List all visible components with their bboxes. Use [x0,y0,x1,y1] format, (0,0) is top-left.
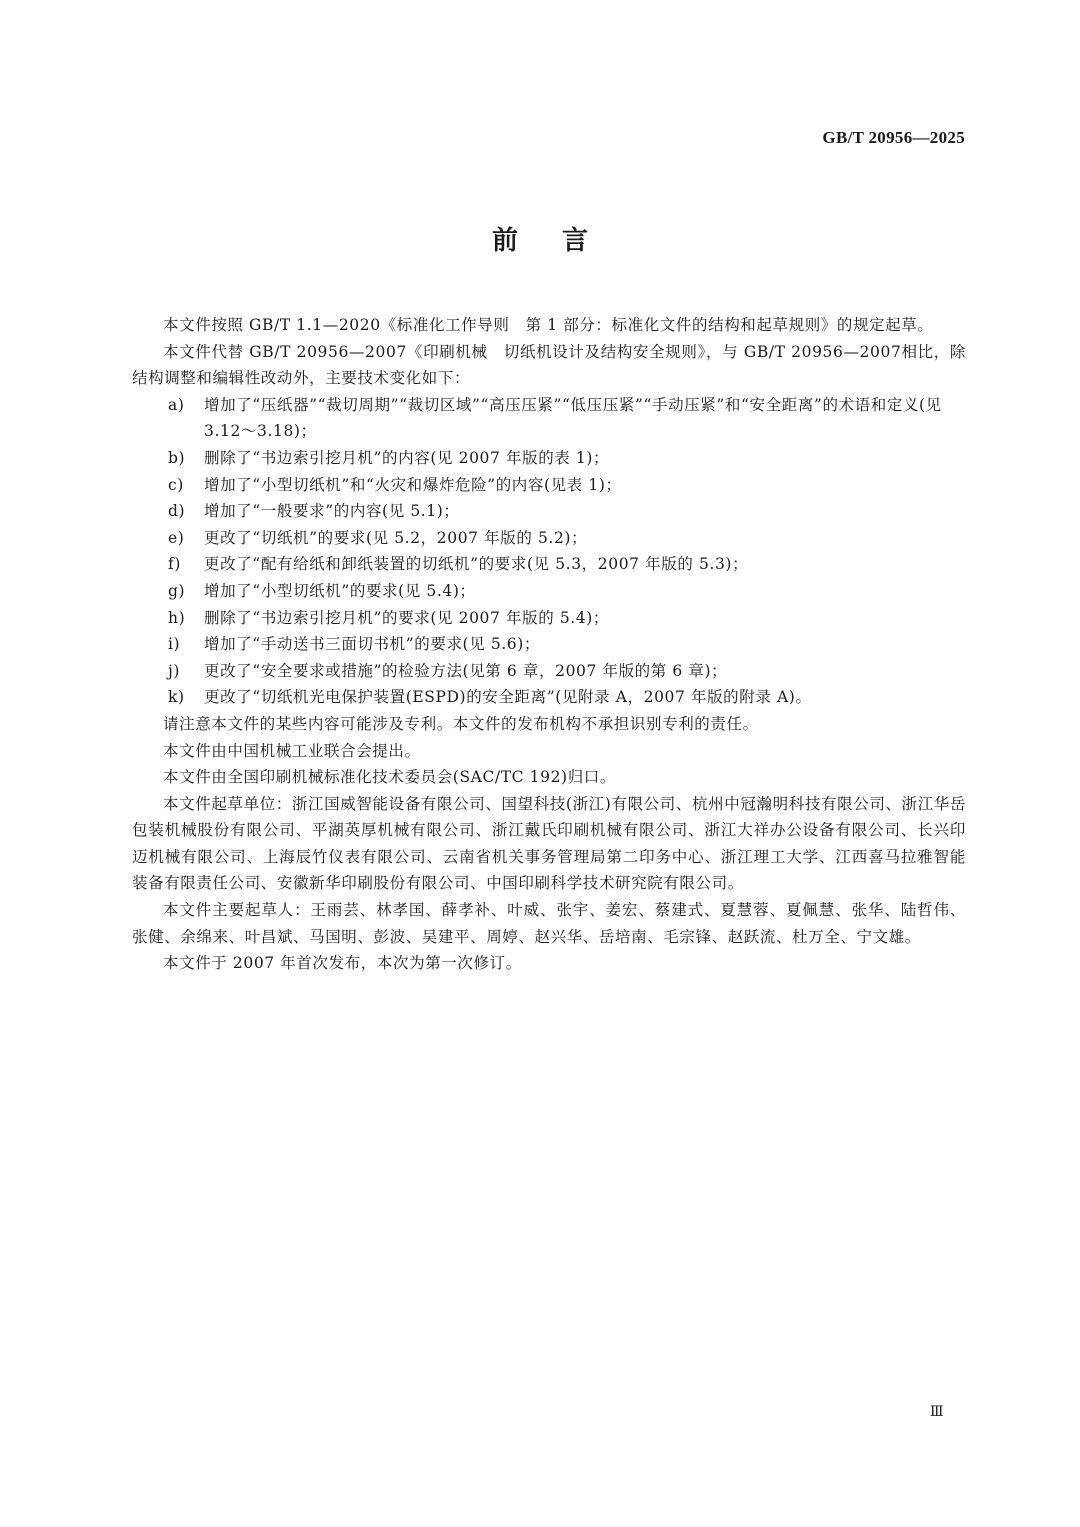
list-item [132,445,966,472]
paragraph-drafting-units: 本文件起草单位：浙江国威智能设备有限公司、国望科技(浙江)有限公司、杭州中冠瀚明科技有限公司、浙江华岳包装机械股份有限公司、平湖英厚机械有限公司、浙江戴氏印刷机械有限公司、浙江大祥办公设备有限公司、长兴印迈机械有限公司、上海辰竹仪表有限公司、云南省机关事务管理局第二印务中心、浙江理工大学、江西喜马拉雅智能装备有限责任公司、安徽新华印刷股份有限公司、中国印刷科学技术研究院有限公司。 [132,794,966,893]
list-item-text: 增加了“一般要求”的内容(见 5.1)； [204,502,460,521]
list-item-text: 增加了“压纸器”“裁切周期”“裁切区域”“高压压紧”“低压压紧”“手动压紧”和“安全距离”的术语和定义(见 3.12～3.18)； [204,395,942,441]
list-item-label: c) [168,475,184,494]
standard-code: GB/T 20956—2025 [822,128,965,147]
list-item-label: f) [168,555,181,574]
list-item-label: h) [168,608,186,627]
list-item-label: j) [168,661,181,680]
list-item-label: g) [168,581,186,600]
list-item-text: 增加了“手动送书三面切书机”的要求(见 5.6)； [204,635,541,654]
list-item [132,631,966,658]
paragraph-committee: 本文件由全国印刷机械标准化技术委员会(SAC/TC 192)归口。 [163,768,616,787]
list-item [132,658,966,685]
paragraph-replacement: 本文件代替 GB/T 20956—2007《印刷机械 切纸机设计及结构安全规则》，与 GB/T 20956—2007相比，除结构调整和编辑性改动外，主要技术变化如下： [132,342,966,388]
list-item [132,551,966,578]
paragraph-patent-notice: 请注意本文件的某些内容可能涉及专利。本文件的发布机构不承担识别专利的责任。 [163,714,759,733]
paragraph-proposer: 本文件由中国机械工业联合会提出。 [163,741,421,760]
list-item-text: 删除了“书边索引挖月机”的内容(见 2007 年版的表 1)； [204,448,610,467]
list-item-label: b) [168,448,186,467]
list-item [132,605,966,632]
list-item [132,498,966,525]
list-item-text: 更改了“配有给纸和卸纸装置的切纸机”的要求(见 5.3，2007 年版的 5.3)； [204,555,749,574]
list-item-label: e) [168,528,185,547]
list-item-label: d) [168,502,186,521]
list-item [132,472,966,499]
changes-list [132,392,966,711]
list-item-text: 增加了“小型切纸机”的要求(见 5.4)； [204,581,476,600]
list-item-text: 更改了“切纸机”的要求(见 5.2，2007 年版的 5.2)； [204,528,588,547]
list-item-text: 更改了“切纸机光电保护装置(ESPD)的安全距离”(见附录 A，2007 年版的附录 A)。 [204,688,812,707]
list-item [132,525,966,552]
document-body [132,312,966,977]
list-item-text: 更改了“安全要求或措施”的检验方法(见第 6 章，2007 年版的第 6 章)； [204,661,728,680]
list-item-label: a) [168,395,185,414]
page-number: Ⅲ [930,1405,944,1420]
list-item [132,684,966,711]
list-item [132,392,966,445]
paragraph-drafting-basis: 本文件按照 GB/T 1.1—2020《标准化工作导则 第 1 部分：标准化文件的结构和起草规则》的规定起草。 [163,316,934,334]
page-title: 前言 [491,226,632,256]
list-item-label: i) [168,635,181,654]
list-item-text: 增加了“小型切纸机”和“火灾和爆炸危险”的内容(见表 1)； [204,475,622,494]
paragraph-publication-history: 本文件于 2007 年首次发布，本次为第一次修订。 [163,954,522,973]
list-item-text: 删除了“书边索引挖月机”的要求(见 2007 年版的 5.4)； [204,608,610,627]
list-item-label: k) [168,688,185,707]
list-item [132,578,966,605]
paragraph-drafters: 本文件主要起草人：王雨芸、林孝国、薛孝补、叶威、张宇、姜宏、蔡建式、夏慧蓉、夏佩慧、张华、陆哲伟、张健、余绵来、叶昌斌、马国明、彭波、吴建平、周婷、赵兴华、岳培南、毛宗锋、赵跃流、杜万全、宁文雄。 [132,901,966,946]
